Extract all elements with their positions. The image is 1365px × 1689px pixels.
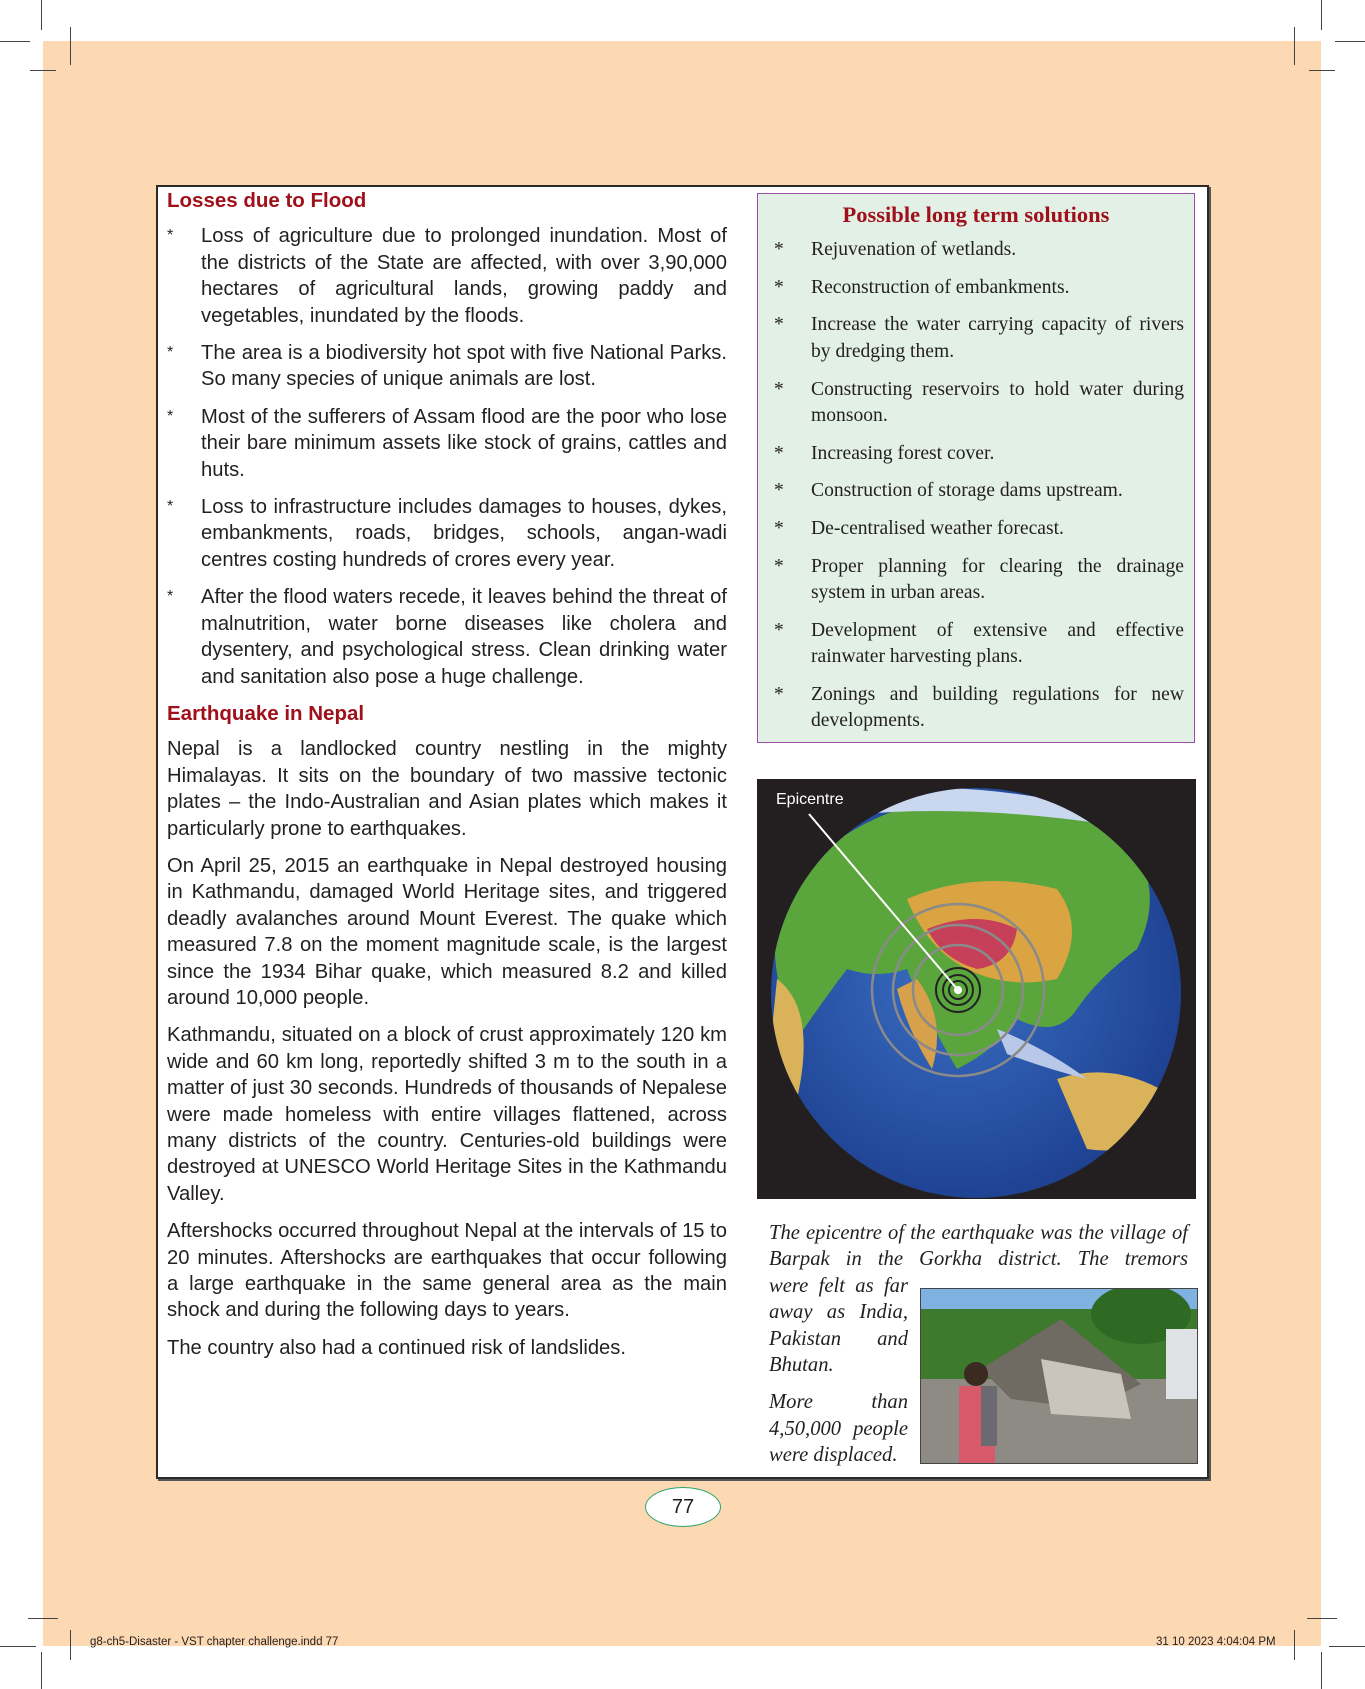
list-item xyxy=(167,404,727,483)
paragraph: Aftershocks occurred throughout Nepal at the intervals of 15 to 20 minutes. Aftershocks are earthquakes that occur following a large earthquake in the same general area as the main shock and during the following days to years. xyxy=(167,1220,727,1322)
list-item xyxy=(167,223,727,329)
list-item-text: Most of the sufferers of Assam flood are the poor who lose their bare minimum assets like stock of grains, cattles and huts. xyxy=(201,405,727,481)
list-item-text: After the flood waters recede, it leaves behind the threat of malnutrition, water borne diseases like cholera and dysentery, and psychological stress. Clean drinking water and sanitation also pose a huge challenge. xyxy=(201,586,727,688)
solution-text: Rejuvenation of wetlands. xyxy=(811,239,1017,260)
paragraph: Nepal is a landlocked country nestling in the mighty Himalayas. It sits on the boundary of two massive tectonic plates – the Indo-Australian and Asian plates which makes it particularly prone to earthquakes. xyxy=(167,738,727,840)
bullet-star: * xyxy=(167,588,174,606)
crop-mark xyxy=(1321,1652,1322,1689)
solution-text: Construction of storage dams upstream. xyxy=(811,480,1123,502)
crop-mark xyxy=(41,1652,42,1689)
solution-item xyxy=(758,554,1194,607)
crop-mark xyxy=(0,41,30,42)
list-item xyxy=(167,494,727,573)
list-item xyxy=(167,340,727,393)
crop-mark xyxy=(1321,0,1322,30)
solution-text: Zonings and building regulations for new developments. xyxy=(811,683,1184,732)
bullet-star: * xyxy=(774,378,784,400)
solution-item xyxy=(758,237,1194,263)
solution-item xyxy=(758,377,1194,430)
nepal-heading: Earthquake in Nepal xyxy=(167,701,365,725)
bullet-star: * xyxy=(774,442,784,464)
list-item-text: Loss of agriculture due to prolonged inundation. Most of the districts of the State are affected, with over 3,90,000 hectares of agricultural lands, growing paddy and vegetables, inundated by the floods. xyxy=(201,225,727,327)
solution-text: Increasing forest cover. xyxy=(811,442,995,464)
crop-mark xyxy=(1329,1646,1365,1647)
bullet-star: * xyxy=(774,555,784,577)
paragraph: Kathmandu, situated on a block of crust approximately 120 km wide and 60 km long, reportedly shifted 3 m to the south in a matter of just 30 seconds. Hundreds of thousands of Nepalese were made homeless with entire villages flattened, across many districts of the country. Centuries-old buildings were destroyed at UNESCO World Heritage Sites in the Kathmandu Valley. xyxy=(167,1024,727,1205)
bullet-star: * xyxy=(774,518,784,540)
bullet-star: * xyxy=(774,480,784,502)
footer-timestamp: 31 10 2023 4:04:04 PM xyxy=(1156,1636,1276,1648)
crop-mark xyxy=(1309,70,1335,71)
solution-text: De-centralised weather forecast. xyxy=(811,518,1064,540)
bullet-star: * xyxy=(167,227,174,245)
globe-epicentre-figure xyxy=(757,779,1196,1199)
bullet-star: * xyxy=(774,276,784,298)
solution-text: Proper planning for clearing the drainage system in urban areas. xyxy=(811,555,1184,604)
crop-mark xyxy=(30,70,56,71)
solution-item xyxy=(758,478,1194,504)
collapsed-house-image xyxy=(921,1289,1197,1463)
crop-mark xyxy=(0,1646,36,1647)
crop-mark xyxy=(70,27,71,65)
crop-mark xyxy=(28,1618,58,1619)
bullet-star: * xyxy=(167,498,174,516)
left-column xyxy=(167,188,727,1372)
caption-text: were felt as far away as India, Pakistan and Bhutan. xyxy=(769,1274,908,1377)
solution-text: Increase the water carrying capacity of rivers by dredging them. xyxy=(811,314,1184,362)
paragraph: On April 25, 2015 an earthquake in Nepal destroyed housing in Kathmandu, damaged World Heritage sites, and triggered deadly avalanches around Mount Everest. The quake which measured 7.8 on the moment magnitude scale, is the largest since the 1934 Bihar quake, which measured 8.2 and killed around 10,000 people. xyxy=(167,854,727,1009)
paragraph: The country also had a continued risk of landslides. xyxy=(167,1336,626,1359)
bullet-star: * xyxy=(167,407,174,425)
solution-item xyxy=(758,682,1194,735)
crop-mark xyxy=(1307,1618,1337,1619)
bullet-star: * xyxy=(167,344,174,362)
crop-mark xyxy=(1335,41,1365,42)
solution-text: Constructing reservoirs to hold water during monsoon. xyxy=(811,378,1184,426)
solutions-title: Possible long term solutions xyxy=(842,202,1110,227)
footer-filename: g8-ch5-Disaster - VST chapter challenge.indd 77 xyxy=(90,1636,339,1648)
caption-text: The epicentre of the earthquake was the village of Barpak in the Gorkha district. The tremors xyxy=(769,1222,1188,1271)
solution-text: Reconstruction of embankments. xyxy=(811,276,1070,298)
crop-mark xyxy=(1294,27,1295,65)
list-item xyxy=(167,584,727,690)
page-number: 77 xyxy=(645,1487,721,1527)
solutions-box xyxy=(757,193,1195,743)
solution-item xyxy=(758,441,1194,467)
crop-mark xyxy=(41,0,42,30)
bullet-star: * xyxy=(774,314,784,336)
flood-losses-heading: Losses due to Flood xyxy=(167,189,367,212)
solution-item xyxy=(758,516,1194,542)
bullet-star: * xyxy=(774,683,784,705)
list-item-text: The area is a biodiversity hot spot with five National Parks. So many species of unique animals are lost. xyxy=(201,342,727,391)
solution-text: Development of extensive and effective rainwater harvesting plans. xyxy=(811,619,1184,668)
caption-text: More than 4,50,000 people were displaced. xyxy=(769,1391,908,1467)
crop-mark xyxy=(70,1630,71,1660)
solution-item xyxy=(758,275,1194,301)
crop-mark xyxy=(1294,1630,1295,1660)
bullet-star: * xyxy=(774,239,784,260)
globe-illustration xyxy=(757,779,1196,1199)
solution-item xyxy=(758,618,1194,671)
solution-item xyxy=(758,312,1194,365)
list-item-text: Loss to infrastructure includes damages to houses, dykes, embankments, roads, bridges, schools, angan-wadi centres costing hundreds of crores every year. xyxy=(201,496,727,571)
bullet-star: * xyxy=(774,619,784,641)
epicentre-label: Epicentre xyxy=(776,791,844,808)
earthquake-damage-photo xyxy=(920,1288,1198,1464)
